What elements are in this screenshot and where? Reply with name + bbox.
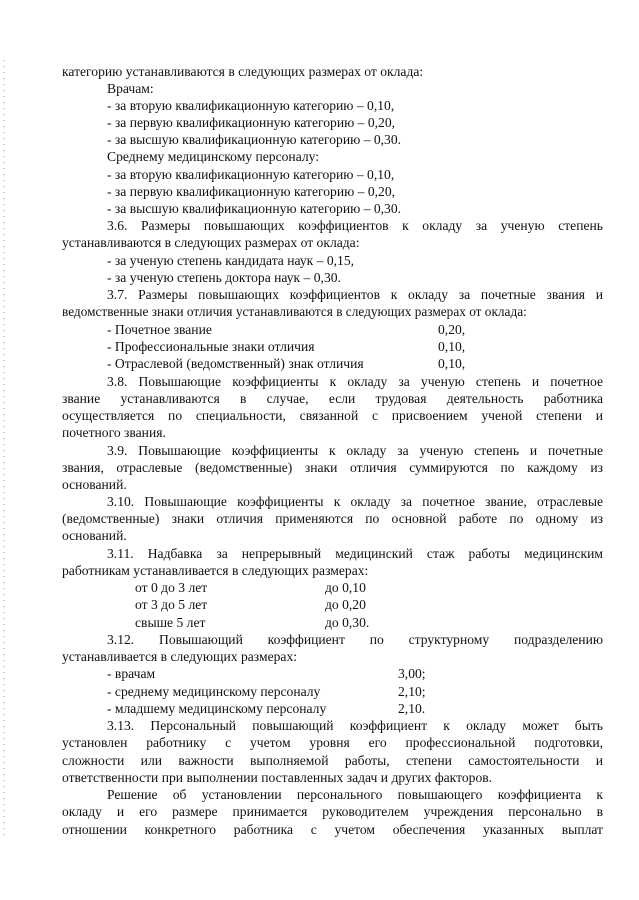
section-3-7-heading: 3.7. Размеры повышающих коэффициентов к окладу за почетные звания и [107, 287, 603, 302]
text-line: ответственности при выполнении поставленных задач и других факторов. [62, 770, 493, 785]
row-label: - Почетное звание [107, 322, 212, 337]
text-line: почетного звания. [62, 425, 166, 440]
table-row [107, 338, 603, 355]
row-label: - среднему медицинскому персоналу [107, 684, 321, 699]
row-label: от 3 до 5 лет [135, 597, 208, 612]
list-item: - за высшую квалификационную категорию – 0,30. [107, 201, 402, 216]
table-row [107, 700, 603, 717]
row-value: 2,10; [398, 684, 426, 699]
list-item: - за вторую квалификационную категорию – 0,10, [107, 98, 395, 113]
scan-margin-dots [3, 60, 5, 840]
table-row [107, 355, 603, 372]
section-3-13-heading: 3.13. Персональный повышающий коэффициент к окладу может быть [107, 718, 603, 733]
row-label: свыше 5 лет [135, 615, 206, 630]
row-value: 2,10. [398, 701, 426, 716]
text-line: отношении конкретного работника с учетом обеспечения указанных выплат [62, 822, 603, 837]
text-line: категорию устанавливаются в следующих размерах от оклада: [62, 64, 424, 79]
table-row [135, 579, 603, 596]
section-3-10-heading: 3.10. Повышающие коэффициенты к окладу за почетное звание, отраслевые [107, 494, 603, 509]
row-label: - Профессиональные знаки отличия [107, 339, 315, 354]
text-line: работникам устанавливается в следующих размерах: [62, 563, 369, 578]
row-label: - младшему медицинскому персоналу [107, 701, 327, 716]
text-line: осуществляется по специальности, связанной с присвоением ученой степени и [62, 408, 603, 423]
row-value: 0,20, [438, 322, 466, 337]
list-item: - за первую квалификационную категорию – 0,20, [107, 184, 396, 199]
text-line: ведомственные знаки отличия устанавливаются в следующих размерах от оклада: [62, 304, 527, 319]
row-value: 0,10, [438, 339, 466, 354]
text-line: устанавливается в следующих размерах: [62, 649, 298, 664]
text-line: сложности или важности выполняемой работы, степени самостоятельности и [62, 753, 603, 768]
text-line: Среднему медицинскому персоналу: [107, 149, 320, 164]
row-value: 0,10, [438, 356, 466, 371]
list-item: - за высшую квалификационную категорию – 0,30. [107, 132, 402, 147]
section-3-8-heading: 3.8. Повышающие коэффициенты к окладу за ученую степень и почетное [107, 374, 603, 389]
text-line: оснований. [62, 477, 127, 492]
decision-paragraph-start: Решение об установлении персонального повышающего коэффициента к [107, 787, 603, 802]
table-row [107, 665, 603, 682]
text-line: установлен работнику с учетом уровня его профессиональной подготовки, [62, 735, 603, 750]
list-item: - за ученую степень кандидата наук – 0,15, [107, 253, 355, 268]
list-item: - за первую квалификационную категорию – 0,20, [107, 115, 396, 130]
row-value: 3,00; [398, 666, 426, 681]
row-value: до 0,10 [325, 580, 366, 595]
table-row [135, 614, 603, 631]
row-label: - врачам [107, 666, 156, 681]
section-3-9-heading: 3.9. Повышающие коэффициенты к окладу за ученую степень и почетные [107, 443, 603, 458]
list-item: - за ученую степень доктора наук – 0,30. [107, 270, 341, 285]
text-line: окладу и его размере принимается руководителем учреждения персонально в [62, 804, 603, 819]
table-row [107, 683, 603, 700]
row-value: до 0,30. [325, 615, 370, 630]
text-line: звание устанавливаются в случае, если трудовая деятельность работника [62, 391, 603, 406]
text-line: устанавливаются в следующих размерах от оклада: [62, 235, 360, 250]
text-line: звания, отраслевые (ведомственные) знаки отличия суммируются по каждому из [62, 460, 603, 475]
table-row [107, 321, 603, 338]
text-line: Врачам: [107, 81, 154, 96]
section-3-6-heading: 3.6. Размеры повышающих коэффициентов к окладу за ученую степень [107, 218, 603, 233]
table-row [135, 596, 603, 613]
text-line: (ведомственные) знаки отличия применяются по основной работе по одному из [62, 511, 603, 526]
list-item: - за вторую квалификационную категорию – 0,10, [107, 167, 395, 182]
section-3-12-heading: 3.12. Повышающий коэффициент по структурному подразделению [107, 632, 603, 647]
text-line: оснований. [62, 528, 127, 543]
row-label: от 0 до 3 лет [135, 580, 208, 595]
row-label: - Отраслевой (ведомственный) знак отличия [107, 356, 364, 371]
row-value: до 0,20 [325, 597, 366, 612]
section-3-11-heading: 3.11. Надбавка за непрерывный медицинский стаж работы медицинским [107, 546, 603, 561]
